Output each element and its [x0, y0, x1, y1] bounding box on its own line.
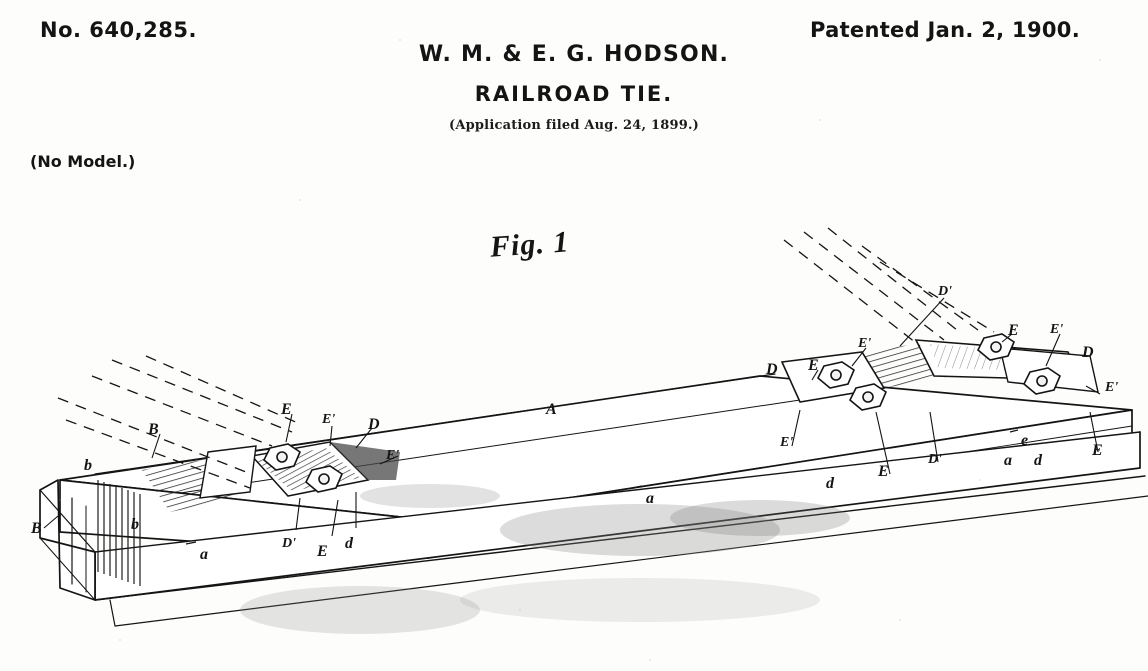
railroad-tie-drawing — [0, 180, 1148, 671]
ref-letter-B-lower: B — [31, 520, 42, 537]
ref-letter-d-far-right: d — [1034, 452, 1042, 469]
ref-letter-d-right: d — [826, 475, 834, 492]
ref-letter-E-far-right: E — [1008, 322, 1019, 339]
figure-1 — [0, 180, 1148, 671]
ref-letter-D-prime-top: D' — [938, 284, 952, 299]
ref-letter-E-left: E — [281, 401, 292, 418]
figure-label: Fig. 1 — [488, 225, 571, 264]
ref-letter-D-right: D — [766, 361, 778, 378]
ref-letter-E-prime-mid: E' — [386, 448, 400, 463]
ref-letter-D-prime-right: D' — [928, 452, 942, 467]
ref-letter-b-left-lower: b — [131, 516, 139, 533]
ref-letter-B-upper: B — [148, 421, 159, 438]
ref-letter-a-center: a — [646, 490, 654, 507]
ref-letter-E-prime-far: E' — [1050, 322, 1064, 337]
ref-letter-d-left: d — [345, 535, 353, 552]
ref-letter-a-right: a — [1004, 452, 1012, 469]
ref-letter-E-right-low: E — [1092, 442, 1103, 459]
ref-letter-E-prime-right-mid: E' — [780, 435, 794, 450]
ref-letter-a-left-lower: a — [200, 546, 208, 563]
patented-date: Patented Jan. 2, 1900. — [809, 18, 1080, 42]
ref-letter-E-right: E — [808, 357, 819, 374]
ref-letter-E-right-lower: E — [878, 463, 889, 480]
ref-letter-D-prime-left: D' — [282, 536, 296, 551]
ref-letter-E-left-low: E — [317, 543, 328, 560]
patent-number: No. 640,285. — [40, 18, 197, 42]
ref-letter-b-left-upper: b — [84, 457, 92, 474]
ref-letter-D-left: D — [368, 416, 380, 433]
page-title: RAILROAD TIE. — [474, 82, 674, 106]
ref-letter-E-prime-left: E' — [322, 412, 336, 427]
ref-letter-E-prime-up: E' — [858, 336, 872, 351]
inventor-names: W. M. & E. G. HODSON. — [418, 42, 730, 67]
ref-letter-E-prime-edge: E' — [1105, 380, 1119, 395]
no-model-note: (No Model.) — [30, 152, 136, 171]
ref-letter-A-center: A — [546, 401, 557, 418]
ref-letter-e-right: e — [1021, 432, 1029, 449]
ref-letter-D-far-right: D — [1082, 344, 1094, 361]
application-filed-note: (Application filed Aug. 24, 1899.) — [448, 118, 700, 133]
